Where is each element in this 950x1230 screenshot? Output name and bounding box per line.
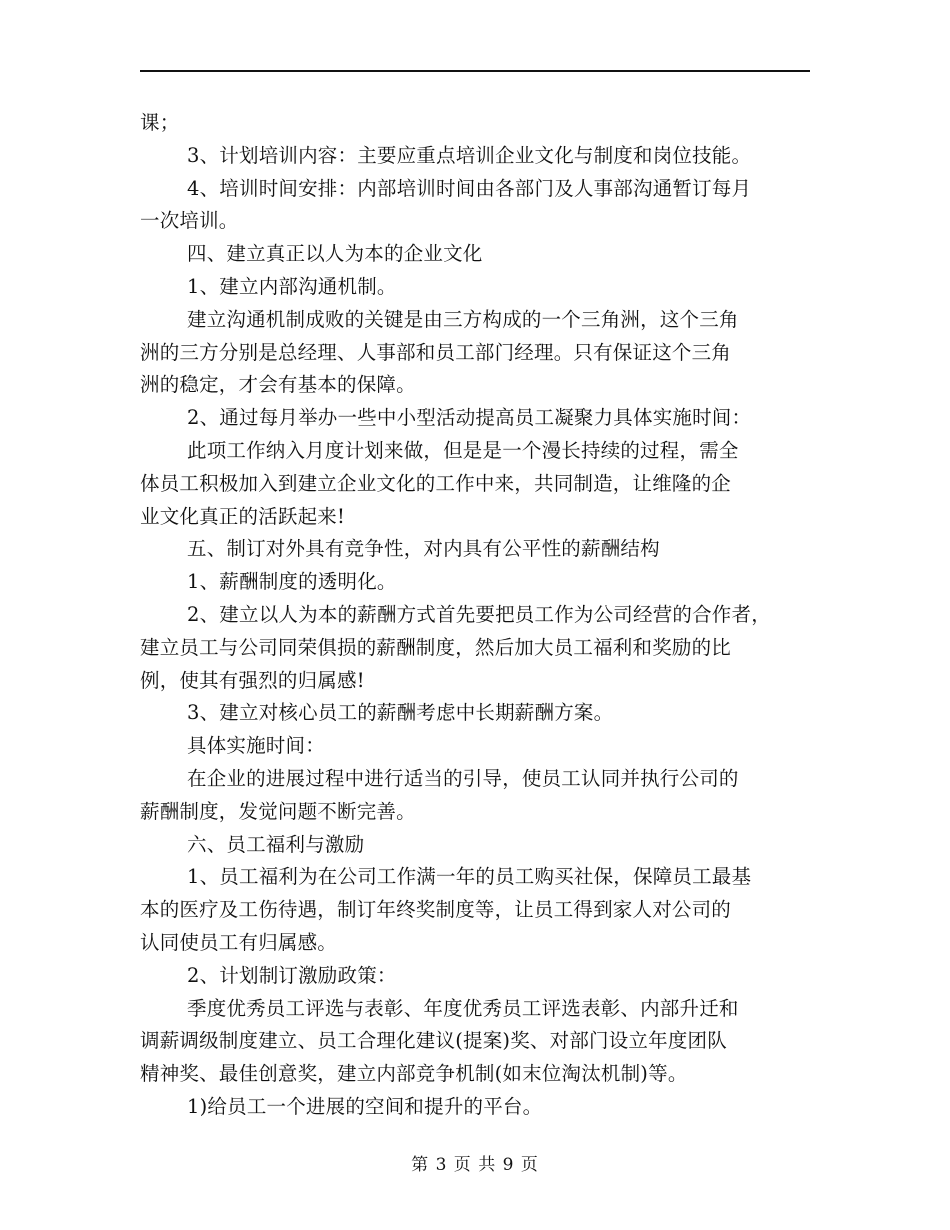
text-line: 3、计划培训内容：主要应重点培训企业文化与制度和岗位技能。 (187, 143, 752, 167)
text-line: 认同使员工有归属感。 (140, 930, 338, 954)
text-line: 建立员工与公司同荣俱损的薪酬制度，然后加大员工福利和奖励的比 (140, 635, 732, 659)
text-line: 1、薪酬制度的透明化。 (187, 570, 397, 594)
text-line: 1)给员工一个进展的空间和提升的平台。 (187, 1094, 543, 1118)
text-line: 3、建立对核心员工的薪酬考虑中长期薪酬方案。 (187, 701, 614, 725)
text-line: 薪酬制度，发觉问题不断完善。 (140, 799, 416, 823)
text-line: 具体实施时间： (187, 734, 325, 758)
text-line: 洲的稳定，才会有基本的保障。 (140, 373, 416, 397)
text-line: 本的医疗及工伤待遇，制订年终奖制度等，让员工得到家人对公司的 (140, 898, 732, 922)
text-line: 4、培训时间安排：内部培训时间由各部门及人事部沟通暂订每月 (187, 176, 752, 200)
text-line: 1、建立内部沟通机制。 (187, 274, 397, 298)
text-line: 业文化真正的活跃起来! (140, 504, 346, 528)
text-line: 建立沟通机制成败的关键是由三方构成的一个三角洲，这个三角 (187, 307, 739, 331)
text-line: 精神奖、最佳创意奖，建立内部竞争机制(如末位淘汰机制)等。 (140, 1062, 688, 1086)
text-line: 洲的三方分别是总经理、人事部和员工部门经理。只有保证这个三角 (140, 340, 732, 364)
text-line: 六、员工福利与激励 (187, 832, 365, 856)
text-line: 2、通过每月举办一些中小型活动提高员工凝聚力具体实施时间： (187, 406, 752, 430)
text-line: 此项工作纳入月度计划来做，但是是一个漫长持续的过程，需全 (187, 438, 739, 462)
text-line: 一次培训。 (140, 209, 239, 233)
text-line: 1、员工福利为在公司工作满一年的员工购买社保，保障员工最基 (187, 865, 752, 889)
body-text (140, 107, 820, 1124)
text-line: 在企业的进展过程中进行适当的引导，使员工认同并执行公司的 (187, 766, 739, 790)
text-line: 调薪调级制度建立、员工合理化建议(提案)奖、对部门设立年度团队 (140, 1029, 727, 1053)
text-line: 2、建立以人为本的薪酬方式首先要把员工作为公司经营的合作者， (187, 602, 771, 626)
text-line: 例，使其有强烈的归属感! (140, 668, 365, 692)
text-line: 体员工积极加入到建立企业文化的工作中来，共同制造，让维隆的企 (140, 471, 732, 495)
header-rule (140, 70, 810, 72)
text-line: 四、建立真正以人为本的企业文化 (187, 242, 483, 266)
text-line: 课； (140, 111, 180, 134)
page-footer: 第 3 页 共 9 页 (411, 1155, 539, 1175)
text-line: 五、制订对外具有竞争性，对内具有公平性的薪酬结构 (187, 537, 660, 561)
text-line: 2、计划制订激励政策： (187, 963, 397, 987)
text-line: 季度优秀员工评选与表彰、年度优秀员工评选表彰、内部升迁和 (187, 996, 739, 1020)
